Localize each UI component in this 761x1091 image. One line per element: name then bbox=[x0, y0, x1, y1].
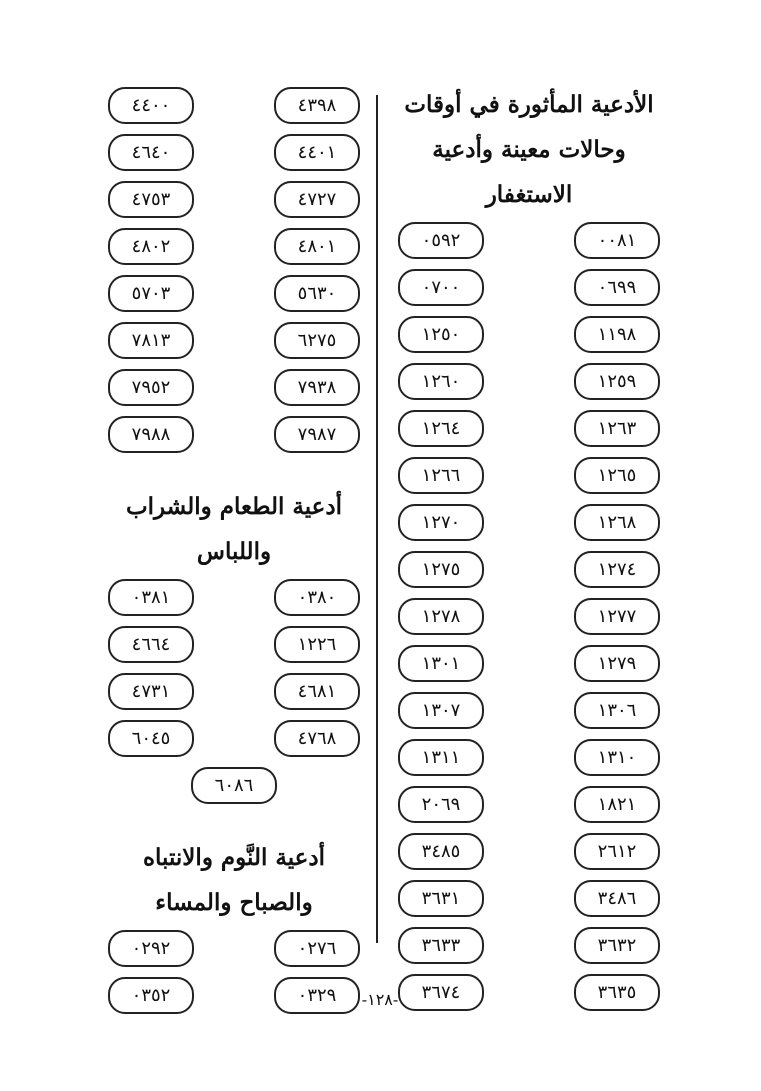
number-pill: ٤٦٨١ bbox=[274, 673, 360, 710]
number-pill: ٠٣٨٠ bbox=[274, 579, 360, 616]
number-pill: ١٣١٠ bbox=[574, 739, 660, 776]
number-pill: ١٢٧٩ bbox=[574, 645, 660, 682]
number-grid-left-top bbox=[108, 82, 360, 458]
section-heading-sleep: أدعية النَّوم والانتباه والصباح والمساء bbox=[142, 844, 326, 916]
section-heading-food: أدعية الطعام والشراب واللباس bbox=[125, 493, 342, 565]
number-pill: ٤٦٤٠ bbox=[108, 134, 194, 171]
number-pill: ١٣٠٧ bbox=[398, 692, 484, 729]
number-pill: ٤٧٥٣ bbox=[108, 181, 194, 218]
number-pill: ٤٦٦٤ bbox=[108, 626, 194, 663]
number-grid-sleep bbox=[108, 925, 360, 1019]
number-pill: ٧٩٥٢ bbox=[108, 369, 194, 406]
right-column bbox=[398, 82, 660, 1016]
number-pill: ١٢٥٩ bbox=[574, 363, 660, 400]
section-heading-supplications: الأدعية المأثورة في أوقات وحالات معينة وأدعية الاستغفار bbox=[404, 91, 654, 208]
number-pill: ١٢٦٨ bbox=[574, 504, 660, 541]
number-pill: ٢٠٦٩ bbox=[398, 786, 484, 823]
number-pill: ٣٤٨٥ bbox=[398, 833, 484, 870]
number-pill: ٠٠٨١ bbox=[574, 222, 660, 259]
number-pill: ٦٠٨٦ bbox=[191, 767, 277, 804]
number-pill: ٧٩٣٨ bbox=[274, 369, 360, 406]
number-pill: ١٢٢٦ bbox=[274, 626, 360, 663]
number-pill: ٠٣٥٢ bbox=[108, 977, 194, 1014]
number-pill: ٦٢٧٥ bbox=[274, 322, 360, 359]
number-pill: ٤٧٦٨ bbox=[274, 720, 360, 757]
number-pill: ١٢٥٠ bbox=[398, 316, 484, 353]
number-pill: ١٣٠٦ bbox=[574, 692, 660, 729]
food-last-row bbox=[108, 762, 360, 809]
number-pill: ٦٠٤٥ bbox=[108, 720, 194, 757]
number-pill: ١٢٦٠ bbox=[398, 363, 484, 400]
number-pill: ١٢٧٨ bbox=[398, 598, 484, 635]
number-pill: ٥٧٠٣ bbox=[108, 275, 194, 312]
number-pill: ٣٦٣٢ bbox=[574, 927, 660, 964]
number-pill: ١٢٦٣ bbox=[574, 410, 660, 447]
number-pill: ١٢٦٥ bbox=[574, 457, 660, 494]
number-pill: ١٢٦٦ bbox=[398, 457, 484, 494]
number-pill: ٤٤٠٠ bbox=[108, 87, 194, 124]
number-pill: ٤٣٩٨ bbox=[274, 87, 360, 124]
number-pill: ١٢٧٥ bbox=[398, 551, 484, 588]
number-pill: ٤٧٣١ bbox=[108, 673, 194, 710]
number-pill: ١٣٠١ bbox=[398, 645, 484, 682]
number-pill: ١٢٧٤ bbox=[574, 551, 660, 588]
left-column bbox=[108, 82, 360, 1019]
number-pill: ١٣١١ bbox=[398, 739, 484, 776]
number-pill: ١٨٢١ bbox=[574, 786, 660, 823]
number-pill: ٧٨١٣ bbox=[108, 322, 194, 359]
number-pill: ١٢٦٤ bbox=[398, 410, 484, 447]
number-pill: ١١٩٨ bbox=[574, 316, 660, 353]
number-pill: ٧٩٨٨ bbox=[108, 416, 194, 453]
number-pill: ٤٨٠٢ bbox=[108, 228, 194, 265]
number-pill: ٣٦٣٥ bbox=[574, 974, 660, 1011]
number-pill: ٣٦٣١ bbox=[398, 880, 484, 917]
number-grid-food bbox=[108, 574, 360, 762]
number-pill: ٧٩٨٧ bbox=[274, 416, 360, 453]
number-pill: ٠٢٩٢ bbox=[108, 930, 194, 967]
number-pill: ٠٣٢٩ bbox=[274, 977, 360, 1014]
number-pill: ٣٦٧٤ bbox=[398, 974, 484, 1011]
number-pill: ٠٥٩٢ bbox=[398, 222, 484, 259]
number-pill: ٢٦١٢ bbox=[574, 833, 660, 870]
page-number: -١٢٨- bbox=[361, 990, 399, 1009]
number-pill: ٤٤٠١ bbox=[274, 134, 360, 171]
number-pill: ١٢٧٠ bbox=[398, 504, 484, 541]
number-pill: ٠٣٨١ bbox=[108, 579, 194, 616]
column-divider bbox=[376, 95, 378, 943]
number-pill: ٠٧٠٠ bbox=[398, 269, 484, 306]
number-pill: ٣٦٣٣ bbox=[398, 927, 484, 964]
number-pill: ٤٧٢٧ bbox=[274, 181, 360, 218]
number-pill: ١٢٧٧ bbox=[574, 598, 660, 635]
number-pill: ٥٦٣٠ bbox=[274, 275, 360, 312]
number-pill: ٠٦٩٩ bbox=[574, 269, 660, 306]
number-pill: ٣٤٨٦ bbox=[574, 880, 660, 917]
number-pill: ٠٢٧٦ bbox=[274, 930, 360, 967]
number-pill: ٤٨٠١ bbox=[274, 228, 360, 265]
number-grid-right bbox=[398, 217, 660, 1016]
